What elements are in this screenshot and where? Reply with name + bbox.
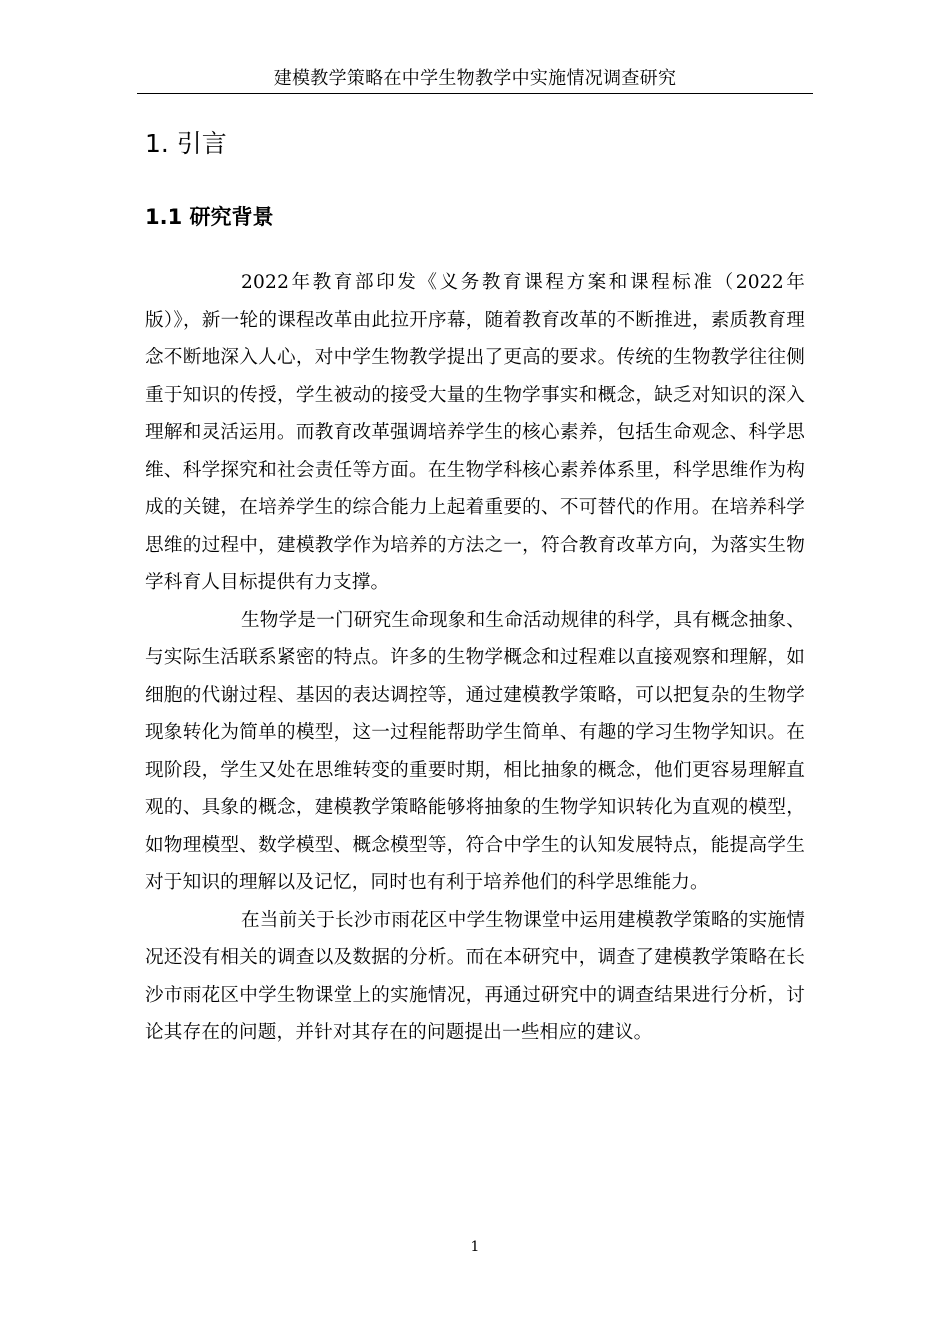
running-header-title: 建模教学策略在中学生物教学中实施情况调查研究 (273, 68, 677, 89)
paragraph: 2022年教育部印发《义务教育课程方案和课程标准（2022年版）》，新一轮的课程改革由此拉开序幕，随着教育改革的不断推进，素质教育理念不断地深入人心，对中学生物教学提出了更高的要求。传统的生物教学往往侧重于知识的传授，学生被动的接受大量的生物学事实和概念，缺乏对知识的深入理解和灵活运用。而教育改革强调培养学生的核心素养，包括生命观念、科学思维、科学探究和社会责任等方面。在生物学科核心素养体系里，科学思维作为构成的关键，在培养学生的综合能力上起着重要的、不可替代的作用。在培养科学思维的过程中，建模教学作为培养的方法之一，符合教育改革方向，为落实生物学科育人目标提供有力支撑。 (145, 272, 805, 593)
paragraph: 生物学是一门研究生命现象和生命活动规律的科学，具有概念抽象、与实际生活联系紧密的特点。许多的生物学概念和过程难以直接观察和理解，如细胞的代谢过程、基因的表达调控等，通过建模教学策略，可以把复杂的生物学现象转化为简单的模型，这一过程能帮助学生简单、有趣的学习生物学知识。在现阶段，学生又处在思维转变的重要时期，相比抽象的概念，他们更容易理解直观的、具象的概念，建模教学策略能够将抽象的生物学知识转化为直观的模型，如物理模型、数学模型、概念模型等，符合中学生的认知发展特点，能提高学生对于知识的理解以及记忆，同时也有利于培养他们的科学思维能力。 (145, 609, 805, 893)
body-text (145, 264, 805, 1052)
paragraph: 在当前关于长沙市雨花区中学生物课堂中运用建模教学策略的实施情况还没有相关的调查以及数据的分析。而在本研究中，调查了建模教学策略在长沙市雨花区中学生物课堂上的实施情况，再通过研究中的调查结果进行分析，讨论其存在的问题，并针对其存在的问题提出一些相应的建议。 (145, 909, 805, 1043)
section-heading: 1. 引言 (145, 129, 227, 158)
subsection-heading: 1.1 研究背景 (145, 205, 274, 229)
header-divider (137, 93, 813, 94)
page-number: 1 (470, 1239, 480, 1255)
